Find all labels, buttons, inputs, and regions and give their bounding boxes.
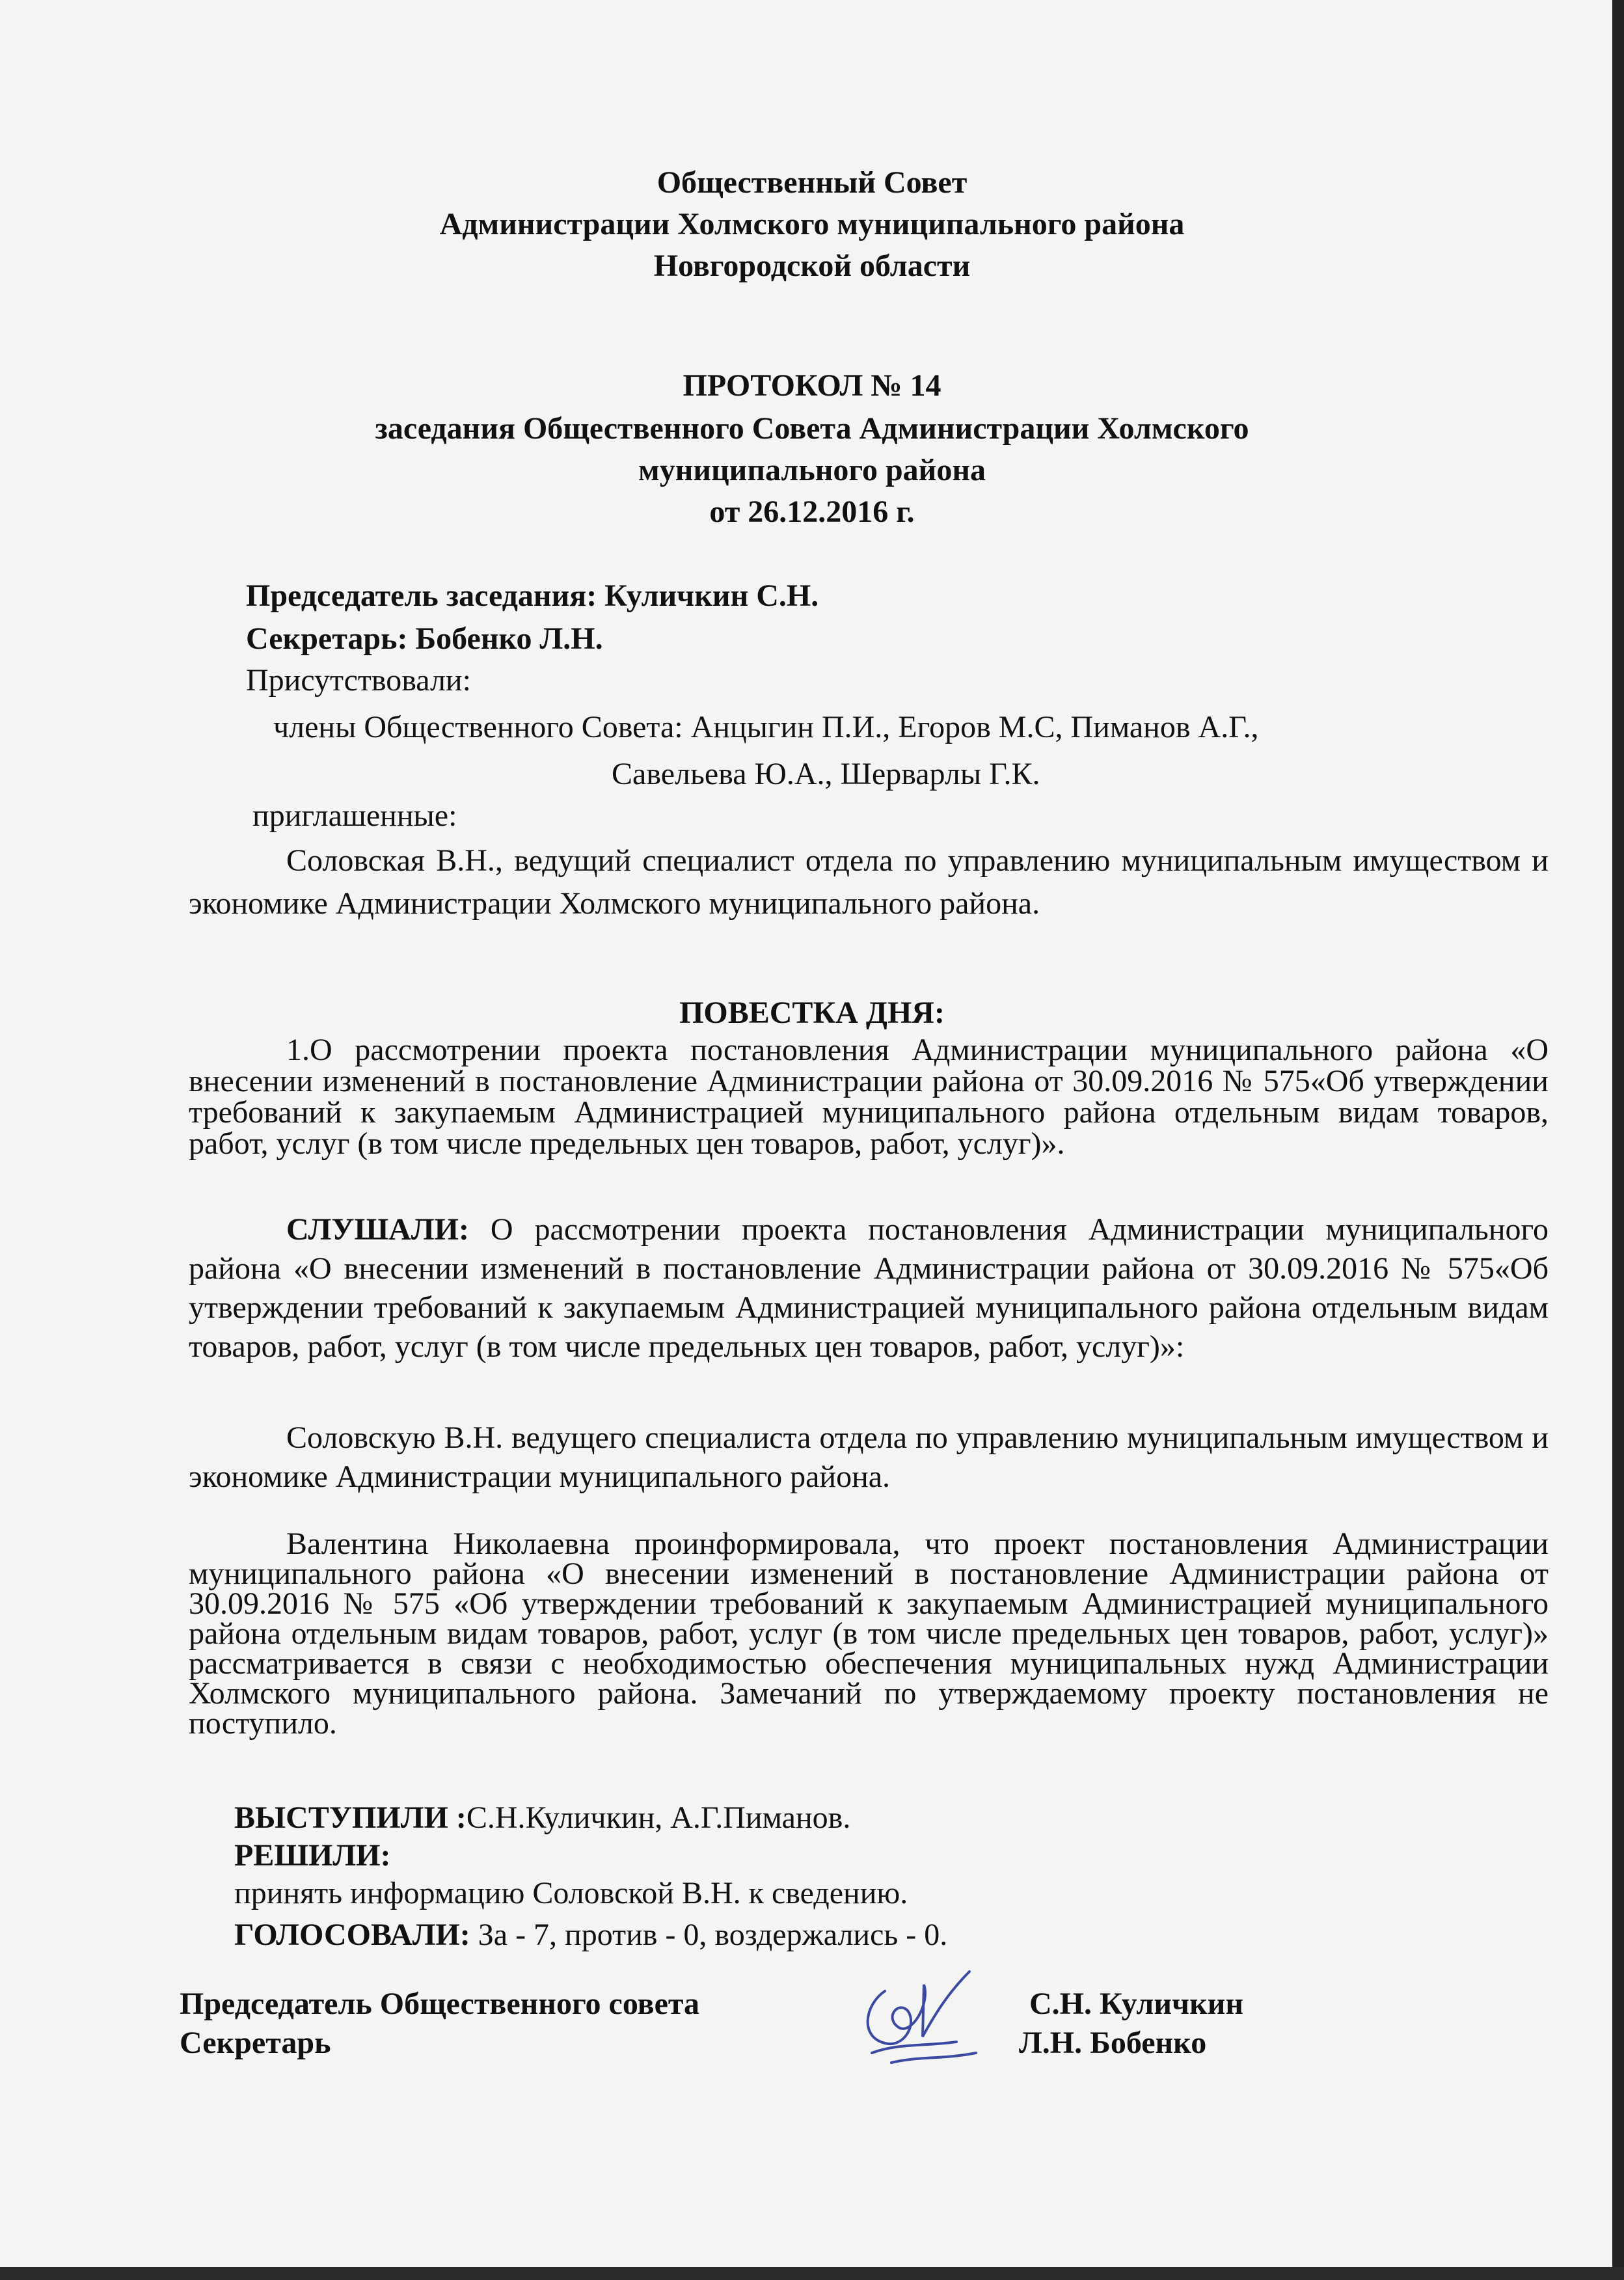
heard-paragraph [189,1210,1549,1366]
chair-line: Председатель заседания: Куличкин С.Н. [246,578,819,613]
heard-text: О рассмотрении проекта постановления Администрации муниципального района «О внесении изменений в постановление Администрации района от 30.09.2016 № 575«Об утверждении требований к закупаемым Администрацией муниципального района отдельным видам товаров, работ, услуг (в том числе предельных цен товаров, работ, услуг)»: [189,1212,1549,1364]
secretary-line: Секретарь: Бобенко Л.Н. [246,621,603,656]
agenda-item-1-text: 1.О рассмотрении проекта постановления Администрации муниципального района «О внесении изменений в постановление Администрации района от 30.09.2016 № 575«Об утверждении требований к закупаемым Администрацией муниципального района отдельным видам товаров, работ, услуг (в том числе предельных цен товаров, работ, услуг)». [189,1033,1549,1161]
voted-label: ГОЛОСОВАЛИ: [234,1918,470,1952]
report-text: Валентина Николаевна проинформировала, что проект постановления Администрации муниципального района «О внесении изменений в постановление Администрации района от 30.09.2016 № 575 «Об утверждении требований к закупаемым Администрацией муниципального района отдельным видам товаров, работ, услуг (в том числе предельных цен товаров, работ, услуг)» рассматривается в связи с необходимостью обеспечения муниципальных нужд Администрации Холмского муниципального района. Замечаний по утверждаемому проекту постановления не поступило. [189,1527,1549,1741]
heard-label: СЛУШАЛИ: [286,1212,469,1247]
voted-line [234,1917,947,1953]
invited-text-content: Соловская В.Н., ведущий специалист отдела по управлению муниципальным имуществом и экономике Администрации Холмского муниципального района. [189,843,1549,921]
present-label: Присутствовали: [246,663,471,698]
speaker-paragraph [189,1418,1549,1497]
protocol-title: ПРОТОКОЛ № 14 [683,368,941,403]
members-line2: Савельева Ю.А., Шерварлы Г.К. [612,757,1040,791]
chair-name: С.Н. Куличкин [1029,1987,1244,2021]
spoke-label: ВЫСТУПИЛИ : [234,1800,467,1835]
scan-edge-bottom [0,2267,1624,2280]
handwritten-signature [846,1965,1002,2076]
decided-text: принять информацию Соловской В.Н. к сведению. [234,1876,908,1910]
invited-label: приглашенные: [252,798,457,833]
secretary-name: Л.Н. Бобенко [1019,2026,1207,2060]
members-line1: члены Общественного Совета: Анцыгин П.И., Егоров М.С, Пиманов А.Г., [273,710,1259,744]
spoke-line [234,1800,850,1836]
invited-text [189,839,1549,925]
voted-text: За - 7, против - 0, воздержались - 0. [478,1918,948,1952]
speaker-text: Соловскую В.Н. ведущего специалиста отдела по управлению муниципальным имуществом и экономике Администрации муниципального района. [189,1420,1549,1494]
org-name-line2: Администрации Холмского муниципального района [439,207,1185,241]
chair-title: Председатель Общественного совета [180,1987,700,2021]
agenda-heading: ПОВЕСТКА ДНЯ: [679,996,945,1030]
scan-edge-right [1612,0,1624,2280]
decided-label: РЕШИЛИ: [234,1838,391,1873]
spoke-text: С.Н.Куличкин, А.Г.Пиманов. [466,1800,851,1835]
org-name-line1: Общественный Совет [656,165,968,200]
report-paragraph [189,1529,1549,1739]
protocol-subtitle-line1: заседания Общественного Совета Администрации Холмского [375,411,1249,446]
org-name-line3: Новгородской области [653,249,971,283]
secretary-title: Секретарь [180,2026,331,2060]
protocol-date: от 26.12.2016 г. [709,495,915,529]
protocol-subtitle-line2: муниципального района [638,453,986,487]
agenda-item-1 [189,1035,1549,1160]
